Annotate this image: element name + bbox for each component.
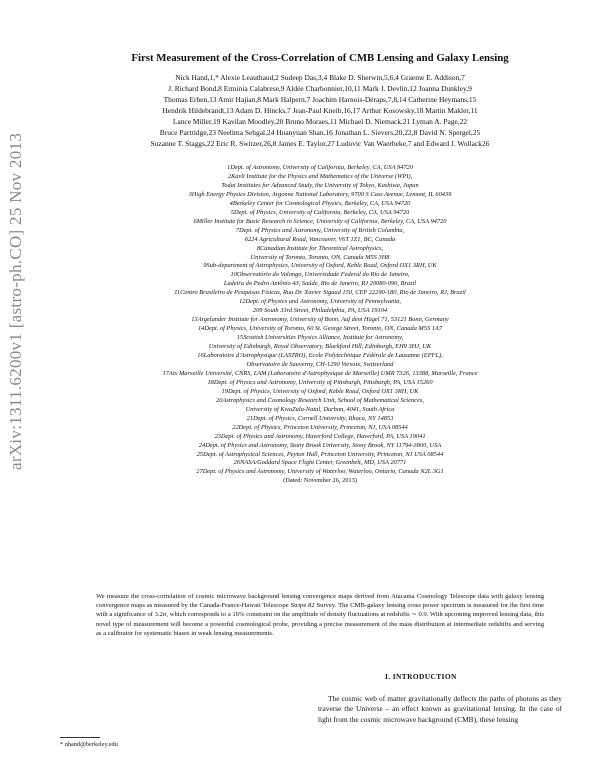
affiliation-list — [60, 164, 580, 486]
affiliation-line: 19Dept. of Physics, University of Oxford, Keble Road, Oxford OX1 3RH, UK — [221, 387, 419, 395]
affiliation-line: 6Miller Institute for Basic Research in Science, University of California, Berkeley, CA, USA 94720 — [193, 217, 447, 225]
affiliation-line: 23Dept. of Physics and Astronomy, Haverford College, Haverford, PA, USA 19041 — [214, 432, 426, 440]
affiliation-line: 9Sub-department of Astrophysics, University of Oxford, Keble Road, Oxford OX1 3RH, UK — [203, 262, 437, 270]
affiliation-line: 21Dept. of Physics, Cornell University, Ithaca, NY 14853 — [246, 414, 394, 422]
author-line: Nick Hand,1,* Alexie Leauthaud,2 Sudeep Das,3,4 Blake D. Sherwin,5,6,4 Graeme E. Addison,7 — [175, 73, 465, 82]
author-line: Suzanne T. Staggs,22 Eric R. Switzer,26,8 James E. Taylor,27 Ludovic Van Waerbeke,7 and Edward J. Wollack26 — [150, 139, 490, 148]
affiliation-line: 12Dept. of Physics and Astronomy, University of Pennsylvania, — [239, 298, 401, 306]
affiliation-line: 10Observatório do Valongo, Universidade Federal do Rio de Janeiro, — [230, 271, 410, 279]
introduction-paragraph: The cosmic web of matter gravitationally deflects the paths of photons as they traverse the Universe – an effect known as gravitational lensing. In the case of light from the cosmic microwave background (CMB), these lensing — [318, 694, 562, 724]
author-line: J. Richard Bond,8 Erminia Calabrese,9 Aldée Charbonnier,10,11 Mark J. Devlin,12 Joanna Dunkley,9 — [168, 84, 472, 93]
affiliation-line: 7Dept. of Physics and Astronomy, University of British Columbia, — [235, 226, 405, 234]
affiliation-line: Ladeira do Pedro Antônio 43, Saúde, Rio de Janeiro, RJ 20080-090, Brazil — [223, 280, 417, 288]
affiliation-line: 4Berkeley Center for Cosmological Physics, Berkeley, CA, USA 94720 — [229, 199, 411, 207]
abstract: We measure the cross-correlation of cosmic microwave background lensing convergence maps derived from Atacama Cosmology Telescope data with galaxy lensing convergence maps as measured by the Canada-France-Hawaii Telescope Stripe 82 Survey. The CMB-galaxy lensing cross power spectrum is measured for the first time with a significance of 3.2σ, which corresponds to a 16% constraint on the amplitude of density fluctuations at redshifts ∼ 0.9. With upcoming improved lensing data, this novel type of measurement will become a powerful cosmological probe, providing a precise measurement of the mass distribution at intermediate redshifts and serving as a calibrator for systematic biases in weak lensing measurements. — [96, 593, 544, 637]
affiliation-line: 13Argelander Institute for Astronomy, University of Bonn, Auf dem Hügel 71, 53121 Bonn, Germany — [191, 316, 449, 324]
affiliation-line: 16Laboratoire d'Astrophysique (LASTRO), Ecole Polytechnique Fédérale de Lausanne (EPFL), — [197, 352, 443, 360]
affiliation-line: 6224 Agricultural Road, Vancouver, V6T 1Z1, BC, Canada — [244, 235, 396, 243]
author-line: Lance Miller,19 Kavilan Moodley,20 Bruno Moraes,11 Michael D. Niemack,21 Lyman A. Page,22 — [172, 117, 468, 126]
author-line: Thomas Erben,13 Amir Hajian,8 Mark Halpern,7 Joachim Harnois-Déraps,7,8,14 Catherine Heymans,15 — [163, 95, 477, 104]
affiliation-line: 17Aix Marseille Université, CNRS, LAM (Laboratoire d'Astrophysique de Marseille) UMR 7326, 13388, Marseille, France — [162, 369, 478, 377]
affiliation-line: Todai Institutes for Advanced Study, the University of Tokyo, Kashiwa, Japan — [221, 181, 419, 189]
affiliation-line: 1Dept. of Astronomy, University of California, Berkeley, CA, USA 94720 — [227, 164, 413, 171]
section-heading: I. INTRODUCTION — [385, 672, 457, 681]
affiliation-line: 14Dept. of Physics, University of Toronto, 60 St. George Street, Toronto, ON, Canada M5S 1A7 — [197, 325, 443, 333]
affiliation-line: 22Dept. of Physics, Princeton University, Princeton, NJ, USA 08544 — [232, 423, 408, 431]
affiliation-line: 8Canadian Institute for Theoretical Astrophysics, — [256, 244, 384, 252]
affiliation-line: 18Dept. of Physics and Astronomy, University of Pittsburgh, Pittsburgh, PA, USA 15260 — [207, 378, 433, 386]
affiliation-line: 5Dept. of Physics, University of California, Berkeley, CA, USA 94720 — [230, 208, 410, 216]
affiliation-line: 15Scottish Universities Physics Alliance, Institute for Astronomy, — [236, 334, 404, 342]
author-line: Hendrik Hildebrandt,13 Adam D. Hincks,7 Jean-Paul Kneib,16,17 Arthur Kosowsky,18 Martin Makler,11 — [162, 106, 478, 115]
paper-title: First Measurement of the Cross-Correlation of CMB Lensing and Galaxy Lensing — [131, 52, 509, 64]
affiliation-line: 25Dept. of Astrophysical Sciences, Peyton Hall, Princeton University, Princeton, NJ USA 08544 — [196, 450, 444, 458]
arxiv-identifier: arXiv:1311.6200v1 [astro-ph.CO] 25 Nov 2013 — [6, 132, 25, 470]
footnote-rule — [60, 737, 100, 738]
footnote-email: * nhand@berkeley.edu — [60, 741, 118, 748]
affiliation-line: University of Edinburgh, Royal Observatory, Blackford Hill, Edinburgh, EH9 3HJ, UK — [208, 343, 432, 351]
affiliation-line: University of KwaZulu-Natal, Durban, 4041, South Africa — [245, 405, 395, 413]
author-list — [66, 72, 574, 149]
affiliation-line: Observatoire de Sauverny, CH-1290 Versoix, Switzerland — [246, 360, 394, 368]
affiliation-line: 20Astrophysics and Cosmology Research Unit, School of Mathematical Sciences, — [216, 396, 424, 404]
affiliation-line: 209 South 33rd Street, Philadelphia, PA, USA 19104 — [252, 307, 388, 315]
affiliation-line: 24Dept. of Physics and Astronomy, Stony Brook University, Stony Brook, NY 11794-3800, USA — [198, 441, 442, 449]
dated-line: (Dated: November 26, 2013) — [283, 477, 357, 485]
affiliation-line: 11Centro Brasileiro de Pesquisas Físicas, Rua Dr. Xavier Sigaud 150, CEP 22290-180, Rio de Janeiro, RJ, Brazil — [174, 289, 466, 297]
affiliation-line: University of Toronto, Toronto, ON, Canada M5S 3H8 — [250, 253, 390, 261]
affiliation-line: 2Kavli Institute for the Physics and Mathematics of the Universe (WPI), — [227, 172, 413, 180]
affiliation-line: 27Dept. of Physics and Astronomy, University of Waterloo, Waterloo, Ontario, Canada N2L 3G1 — [196, 468, 444, 476]
affiliation-line: 3High Energy Physics Division, Argonne National Laboratory, 9700 S Cass Avenue, Lemont, IL 60439 — [188, 190, 452, 198]
author-line: Bruce Partridge,23 Neelima Sehgal,24 Huanyuan Shan,16 Jonathan L. Sievers,20,22,8 David N. Spergel,25 — [159, 128, 481, 137]
affiliation-line: 26NASA/Goddard Space Flight Center, Greenbelt, MD, USA 20771 — [233, 459, 407, 467]
